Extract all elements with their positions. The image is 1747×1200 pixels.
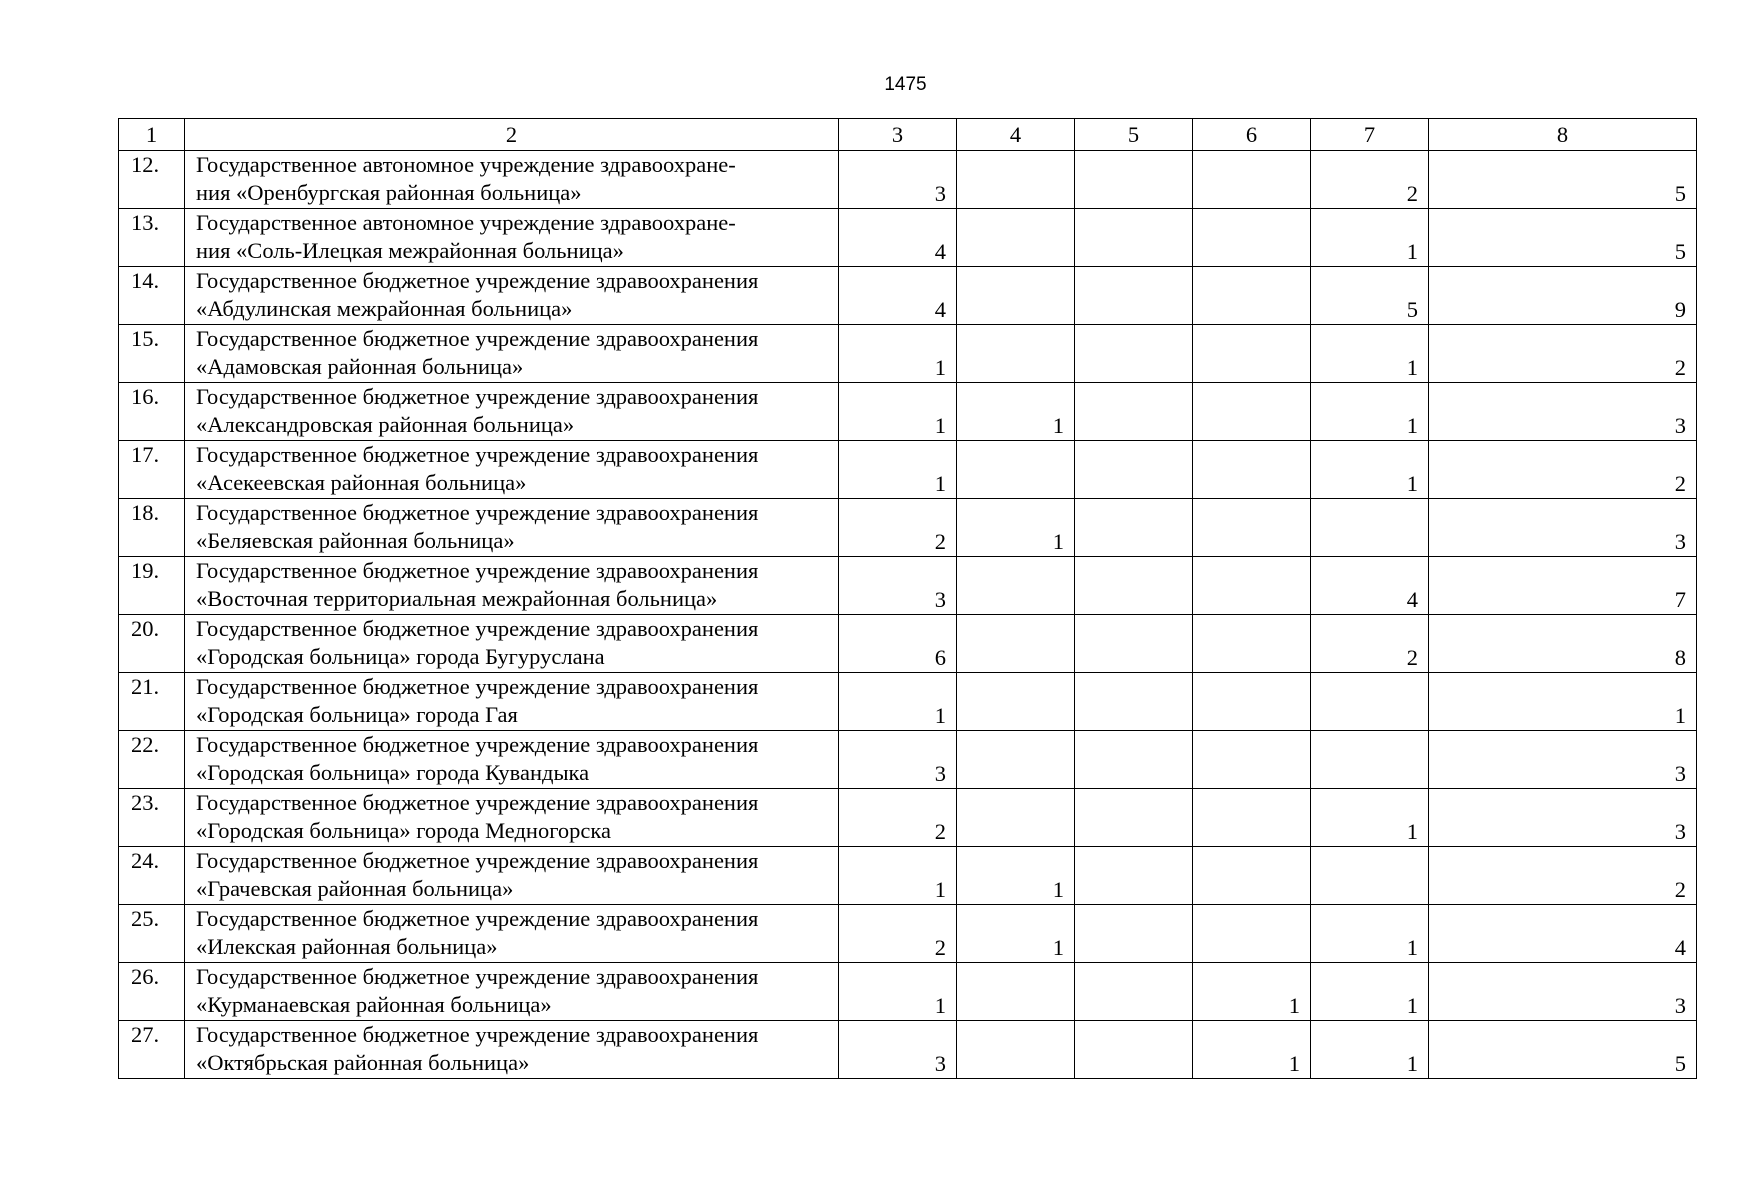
value-cell-col-3: 2: [839, 905, 957, 963]
value-cell-col-7: 2: [1311, 151, 1429, 209]
value-cell-col-5: [1075, 963, 1193, 1021]
value-cell-col-5: [1075, 1021, 1193, 1079]
value-cell-col-8: 3: [1429, 731, 1697, 789]
institution-name: [185, 267, 839, 325]
value-cell-col-5: [1075, 209, 1193, 267]
table-row: [119, 151, 1697, 209]
value-cell-col-7: 2: [1311, 615, 1429, 673]
value-cell-col-7: 1: [1311, 383, 1429, 441]
institution-name-line-1: Государственное бюджетное учреждение здравоохранения: [196, 326, 759, 351]
value-cell-col-5: [1075, 847, 1193, 905]
value-cell-col-5: [1075, 615, 1193, 673]
value-cell-col-6: [1193, 905, 1311, 963]
institution-name-line-2: «Грачевская районная больница»: [196, 876, 514, 901]
institution-name: [185, 963, 839, 1021]
row-number: 14.: [119, 267, 185, 325]
institution-name: [185, 441, 839, 499]
value-cell-col-6: [1193, 731, 1311, 789]
institution-name-line-2: «Александровская районная больница»: [196, 412, 575, 437]
institution-name-line-1: Государственное бюджетное учреждение здравоохранения: [196, 1022, 759, 1047]
table-row: [119, 1021, 1697, 1079]
header-col-6: 6: [1193, 119, 1311, 151]
header-col-8: 8: [1429, 119, 1697, 151]
institution-name: [185, 499, 839, 557]
row-number: 20.: [119, 615, 185, 673]
value-cell-col-8: 7: [1429, 557, 1697, 615]
institution-name-line-1: Государственное бюджетное учреждение здравоохранения: [196, 964, 759, 989]
institution-name-line-1: Государственное бюджетное учреждение здравоохранения: [196, 268, 759, 293]
institution-name-line-2: «Городская больница» города Бугуруслана: [196, 644, 605, 669]
value-cell-col-3: 3: [839, 151, 957, 209]
value-cell-col-7: [1311, 731, 1429, 789]
table-row: [119, 267, 1697, 325]
value-cell-col-4: 1: [957, 905, 1075, 963]
table-row: [119, 905, 1697, 963]
institution-name-line-2: «Городская больница» города Медногорска: [196, 818, 611, 843]
value-cell-col-5: [1075, 673, 1193, 731]
value-cell-col-5: [1075, 151, 1193, 209]
row-number: 24.: [119, 847, 185, 905]
header-col-5: 5: [1075, 119, 1193, 151]
institution-name-line-1: Государственное бюджетное учреждение здравоохранения: [196, 848, 759, 873]
institution-name: [185, 905, 839, 963]
value-cell-col-5: [1075, 325, 1193, 383]
value-cell-col-6: [1193, 151, 1311, 209]
value-cell-col-7: 1: [1311, 325, 1429, 383]
value-cell-col-3: 3: [839, 1021, 957, 1079]
table-row: [119, 557, 1697, 615]
institution-name: [185, 615, 839, 673]
table-row: [119, 615, 1697, 673]
value-cell-col-7: 5: [1311, 267, 1429, 325]
value-cell-col-7: 1: [1311, 209, 1429, 267]
row-number: 16.: [119, 383, 185, 441]
value-cell-col-8: 3: [1429, 789, 1697, 847]
value-cell-col-3: 2: [839, 499, 957, 557]
header-col-2: 2: [185, 119, 839, 151]
table-row: [119, 441, 1697, 499]
value-cell-col-4: [957, 615, 1075, 673]
value-cell-col-5: [1075, 731, 1193, 789]
table-row: [119, 325, 1697, 383]
institution-name-line-2: «Асекеевская районная больница»: [196, 470, 527, 495]
row-number: 15.: [119, 325, 185, 383]
table-row: [119, 789, 1697, 847]
value-cell-col-6: [1193, 615, 1311, 673]
institution-name-line-2: «Городская больница» города Гая: [196, 702, 518, 727]
value-cell-col-6: 1: [1193, 963, 1311, 1021]
institution-name-line-1: Государственное бюджетное учреждение здравоохранения: [196, 384, 759, 409]
value-cell-col-8: 9: [1429, 267, 1697, 325]
value-cell-col-6: [1193, 673, 1311, 731]
institution-name-line-2: «Абдулинская межрайонная больница»: [196, 296, 573, 321]
value-cell-col-3: 2: [839, 789, 957, 847]
value-cell-col-5: [1075, 789, 1193, 847]
value-cell-col-3: 3: [839, 731, 957, 789]
value-cell-col-8: 1: [1429, 673, 1697, 731]
institution-name: [185, 209, 839, 267]
institution-name-line-1: Государственное бюджетное учреждение здравоохранения: [196, 906, 759, 931]
value-cell-col-6: [1193, 267, 1311, 325]
institution-name-line-2: «Курманаевская районная больница»: [196, 992, 552, 1017]
header-col-4: 4: [957, 119, 1075, 151]
value-cell-col-3: 4: [839, 209, 957, 267]
value-cell-col-3: 4: [839, 267, 957, 325]
value-cell-col-6: 1: [1193, 1021, 1311, 1079]
value-cell-col-7: [1311, 499, 1429, 557]
value-cell-col-4: [957, 557, 1075, 615]
value-cell-col-4: [957, 731, 1075, 789]
value-cell-col-4: [957, 267, 1075, 325]
row-number: 25.: [119, 905, 185, 963]
institution-name-line-2: ния «Соль-Илецкая межрайонная больница»: [196, 238, 624, 263]
table-row: [119, 499, 1697, 557]
institution-name-line-2: «Беляевская районная больница»: [196, 528, 515, 553]
value-cell-col-7: [1311, 673, 1429, 731]
header-col-1: 1: [119, 119, 185, 151]
row-number: 22.: [119, 731, 185, 789]
value-cell-col-5: [1075, 383, 1193, 441]
institution-name: [185, 151, 839, 209]
value-cell-col-4: [957, 963, 1075, 1021]
value-cell-col-8: 3: [1429, 963, 1697, 1021]
value-cell-col-6: [1193, 209, 1311, 267]
value-cell-col-5: [1075, 499, 1193, 557]
institution-name-line-1: Государственное бюджетное учреждение здравоохранения: [196, 558, 759, 583]
value-cell-col-3: 3: [839, 557, 957, 615]
table-row: [119, 963, 1697, 1021]
value-cell-col-3: 1: [839, 441, 957, 499]
value-cell-col-3: 1: [839, 847, 957, 905]
value-cell-col-3: 1: [839, 673, 957, 731]
value-cell-col-8: 2: [1429, 441, 1697, 499]
value-cell-col-6: [1193, 441, 1311, 499]
institution-name-line-2: «Илекская районная больница»: [196, 934, 498, 959]
page-number: 1475: [884, 74, 927, 95]
value-cell-col-7: [1311, 847, 1429, 905]
value-cell-col-8: 3: [1429, 383, 1697, 441]
institution-name-line-2: «Восточная территориальная межрайонная больница»: [196, 586, 718, 611]
value-cell-col-5: [1075, 905, 1193, 963]
institution-name-line-1: Государственное автономное учреждение здравоохране-: [196, 152, 736, 177]
institution-name-line-1: Государственное бюджетное учреждение здравоохранения: [196, 790, 759, 815]
row-number: 21.: [119, 673, 185, 731]
table-body: [119, 151, 1697, 1079]
institution-name: [185, 731, 839, 789]
value-cell-col-5: [1075, 557, 1193, 615]
value-cell-col-4: [957, 209, 1075, 267]
table-row: [119, 673, 1697, 731]
institution-name-line-1: Государственное бюджетное учреждение здравоохранения: [196, 442, 759, 467]
institution-name-line-1: Государственное бюджетное учреждение здравоохранения: [196, 674, 759, 699]
institution-name: [185, 789, 839, 847]
value-cell-col-6: [1193, 557, 1311, 615]
institution-name: [185, 1021, 839, 1079]
row-number: 18.: [119, 499, 185, 557]
table-row: [119, 383, 1697, 441]
value-cell-col-3: 1: [839, 383, 957, 441]
header-row: [119, 119, 1697, 151]
row-number: 17.: [119, 441, 185, 499]
institution-name-line-2: ния «Оренбургская районная больница»: [196, 180, 582, 205]
value-cell-col-4: [957, 673, 1075, 731]
value-cell-col-8: 4: [1429, 905, 1697, 963]
value-cell-col-4: 1: [957, 847, 1075, 905]
data-table: [118, 118, 1697, 1079]
value-cell-col-7: 1: [1311, 789, 1429, 847]
institution-name-line-1: Государственное автономное учреждение здравоохране-: [196, 210, 736, 235]
value-cell-col-7: 1: [1311, 1021, 1429, 1079]
value-cell-col-3: 1: [839, 325, 957, 383]
institution-name-line-2: «Октябрьская районная больница»: [196, 1050, 530, 1075]
value-cell-col-6: [1193, 383, 1311, 441]
value-cell-col-4: [957, 441, 1075, 499]
institution-name: [185, 557, 839, 615]
table-row: [119, 731, 1697, 789]
institution-name: [185, 383, 839, 441]
value-cell-col-8: 5: [1429, 1021, 1697, 1079]
institution-name-line-1: Государственное бюджетное учреждение здравоохранения: [196, 616, 759, 641]
row-number: 12.: [119, 151, 185, 209]
header-col-3: 3: [839, 119, 957, 151]
value-cell-col-8: 8: [1429, 615, 1697, 673]
header-col-7: 7: [1311, 119, 1429, 151]
value-cell-col-4: [957, 789, 1075, 847]
value-cell-col-3: 1: [839, 963, 957, 1021]
row-number: 23.: [119, 789, 185, 847]
value-cell-col-6: [1193, 789, 1311, 847]
value-cell-col-7: 1: [1311, 441, 1429, 499]
table-header: [119, 119, 1697, 151]
institution-name: [185, 673, 839, 731]
institution-name-line-2: «Адамовская районная больница»: [196, 354, 524, 379]
value-cell-col-5: [1075, 441, 1193, 499]
value-cell-col-7: 4: [1311, 557, 1429, 615]
value-cell-col-4: 1: [957, 499, 1075, 557]
value-cell-col-6: [1193, 325, 1311, 383]
value-cell-col-4: [957, 325, 1075, 383]
value-cell-col-8: 5: [1429, 209, 1697, 267]
row-number: 19.: [119, 557, 185, 615]
institution-name-line-1: Государственное бюджетное учреждение здравоохранения: [196, 732, 759, 757]
value-cell-col-8: 2: [1429, 325, 1697, 383]
value-cell-col-8: 3: [1429, 499, 1697, 557]
row-number: 13.: [119, 209, 185, 267]
row-number: 27.: [119, 1021, 185, 1079]
institution-name-line-1: Государственное бюджетное учреждение здравоохранения: [196, 500, 759, 525]
value-cell-col-4: 1: [957, 383, 1075, 441]
institution-name-line-2: «Городская больница» города Кувандыка: [196, 760, 590, 785]
value-cell-col-5: [1075, 267, 1193, 325]
value-cell-col-6: [1193, 847, 1311, 905]
value-cell-col-3: 6: [839, 615, 957, 673]
value-cell-col-6: [1193, 499, 1311, 557]
table-row: [119, 847, 1697, 905]
value-cell-col-8: 5: [1429, 151, 1697, 209]
table-row: [119, 209, 1697, 267]
value-cell-col-7: 1: [1311, 963, 1429, 1021]
row-number: 26.: [119, 963, 185, 1021]
institution-name: [185, 325, 839, 383]
value-cell-col-8: 2: [1429, 847, 1697, 905]
value-cell-col-4: [957, 151, 1075, 209]
value-cell-col-7: 1: [1311, 905, 1429, 963]
value-cell-col-4: [957, 1021, 1075, 1079]
institution-name: [185, 847, 839, 905]
